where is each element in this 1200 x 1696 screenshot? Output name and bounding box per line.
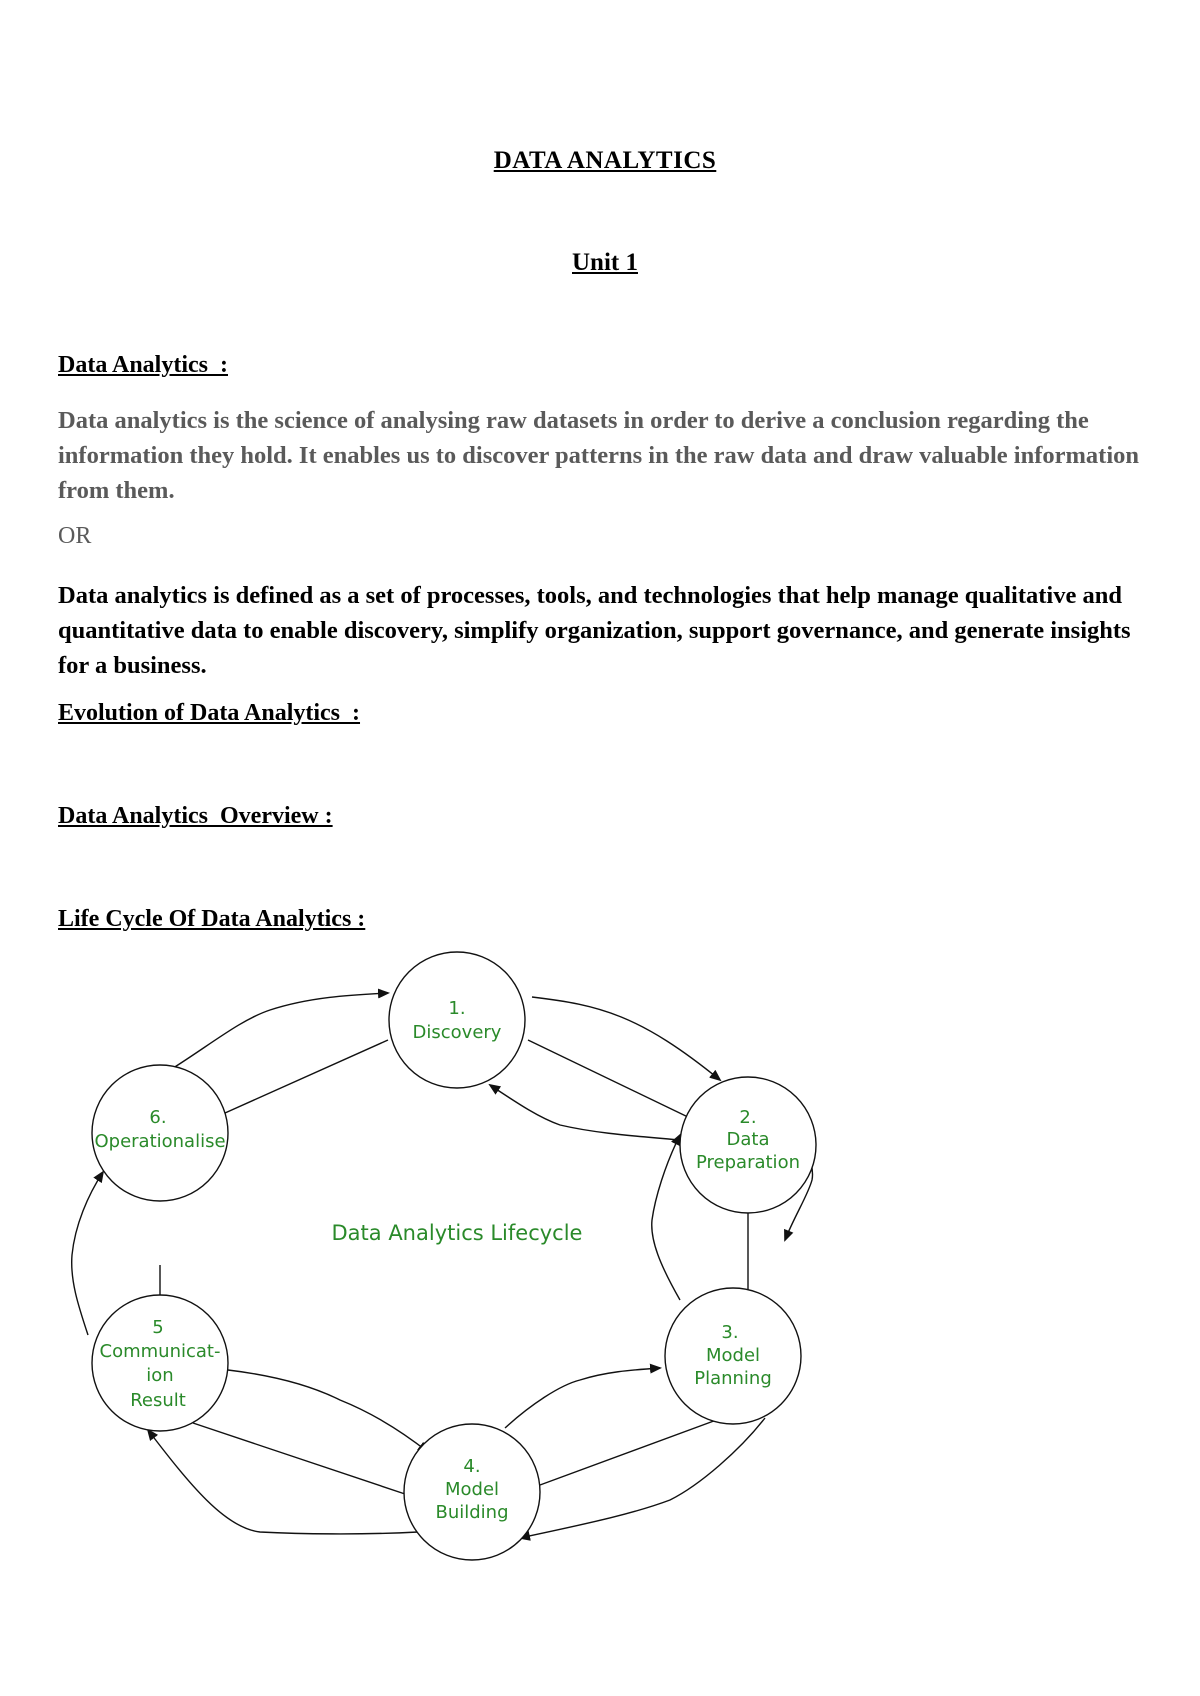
- evolution-heading: Evolution of Data Analytics :: [58, 700, 361, 726]
- node-building-number: 4.: [463, 1456, 481, 1477]
- arrow-planning-to-building: [520, 1418, 765, 1538]
- arrow-discovery-to-preparation: [532, 997, 720, 1080]
- node-communication-label-1: Communicat-: [99, 1341, 221, 1362]
- node-preparation-number: 2.: [739, 1107, 757, 1128]
- node-communication-label-3: Result: [130, 1390, 186, 1411]
- lifecycle-heading: Life Cycle Of Data Analytics :: [58, 906, 366, 932]
- line-building-communication: [193, 1423, 408, 1495]
- node-operationalise: [92, 1065, 228, 1201]
- arrow-building-to-planning: [505, 1368, 660, 1428]
- node-planning-label-2: Planning: [694, 1368, 772, 1389]
- line-operationalise-discovery: [225, 1040, 388, 1113]
- definition-paragraph-1: Data analytics is the science of analysing raw datasets in order to derive a conclusion regarding the information they hold. It enables us to discover patterns in the raw data and draw valuable information from them.: [58, 407, 1140, 504]
- node-operationalise-number: 6.: [149, 1107, 167, 1128]
- node-preparation-label-1: Data: [726, 1129, 770, 1150]
- node-discovery-number: 1.: [448, 998, 466, 1019]
- line-discovery-preparation-inner: [528, 1040, 690, 1118]
- node-planning-label-1: Model: [705, 1345, 761, 1366]
- document-title: DATA ANALYTICS: [493, 147, 717, 174]
- lifecycle-diagram: [0, 940, 900, 1580]
- node-discovery: [389, 952, 525, 1088]
- node-communication-number: 5: [152, 1317, 164, 1338]
- node-data-preparation: [680, 1077, 816, 1213]
- arrow-communication-to-operationalise: [72, 1172, 103, 1335]
- arrow-preparation-to-discovery: [490, 1085, 680, 1140]
- node-model-planning: [665, 1288, 801, 1424]
- arrow-communication-to-building: [228, 1370, 428, 1452]
- or-separator: OR: [58, 523, 92, 549]
- diagram-center-label: Data Analytics Lifecycle: [331, 1221, 583, 1245]
- node-operationalise-label: Operationalise: [94, 1131, 226, 1152]
- node-communication-result: [92, 1295, 228, 1431]
- unit-heading: Unit 1: [572, 249, 638, 276]
- definition-heading: Data Analytics :: [58, 352, 228, 378]
- arrow-building-to-communication: [148, 1430, 418, 1534]
- node-communication-label-2: ion: [146, 1365, 174, 1386]
- node-planning-number: 3.: [721, 1322, 739, 1343]
- node-preparation-label-2: Preparation: [696, 1152, 800, 1173]
- node-building-label-2: Building: [435, 1502, 509, 1523]
- node-discovery-label: Discovery: [412, 1022, 502, 1043]
- node-model-building: [404, 1424, 540, 1560]
- definition-paragraph-2: Data analytics is defined as a set of processes, tools, and technologies that help manage qualitative and quantitative data to enable discovery, simplify organization, support governance, and generate insights for a business.: [58, 582, 1131, 679]
- line-planning-building: [540, 1415, 730, 1485]
- arrow-planning-to-preparation: [652, 1135, 680, 1300]
- overview-heading: Data Analytics Overview :: [58, 803, 333, 829]
- node-building-label-1: Model: [444, 1479, 500, 1500]
- arrow-operationalise-to-discovery: [170, 993, 388, 1070]
